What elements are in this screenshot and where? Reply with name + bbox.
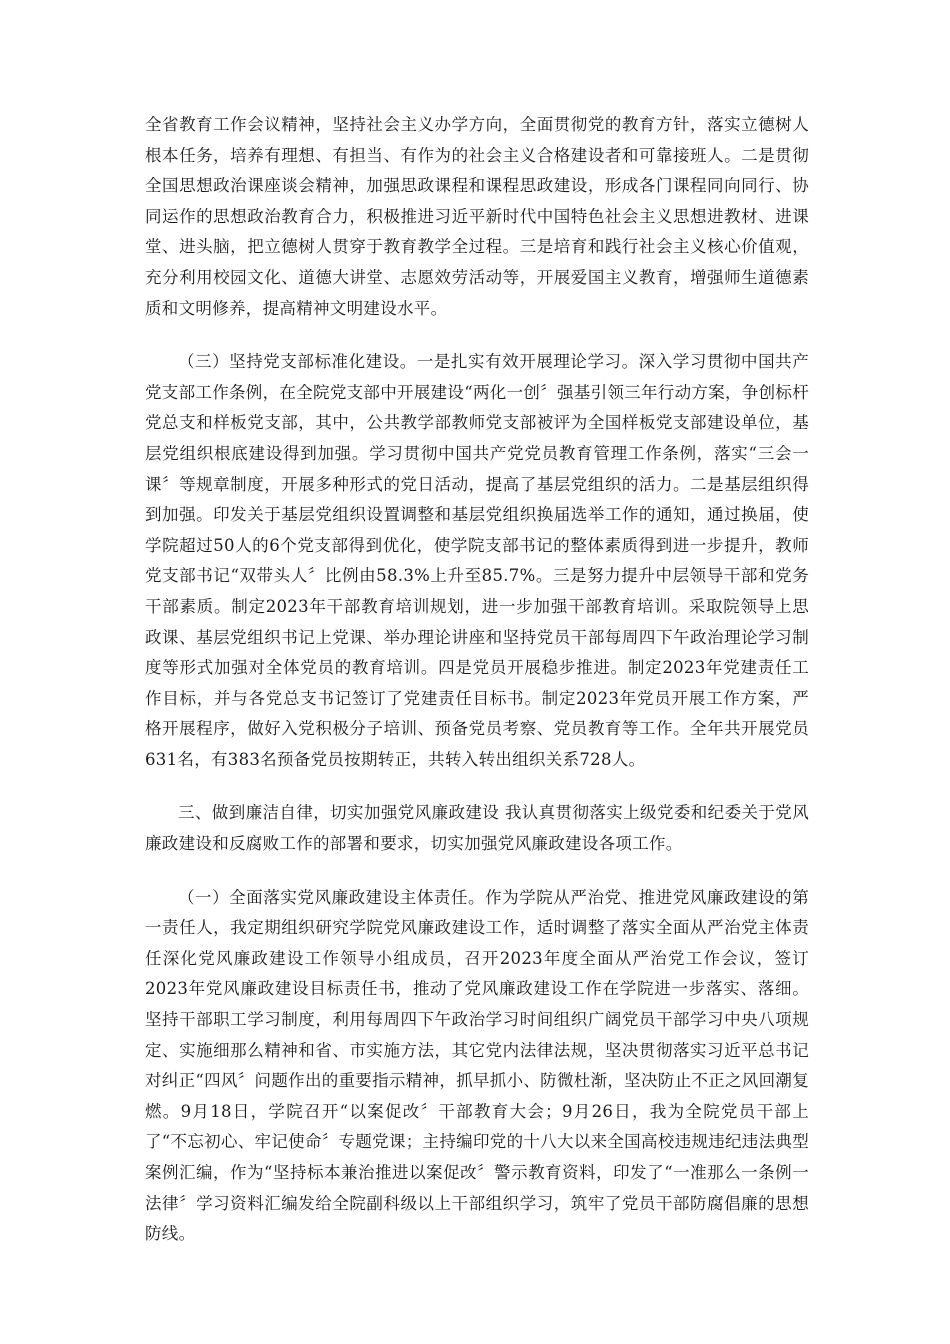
paragraph-integrity-section-heading: 三、做到廉洁自律，切实加强党风廉政建设 我认真贯彻落实上级党委和纪委关于党风廉政建设和反腐败工作的部署和要求，切实加强党风廉政建设各项工作。 <box>145 803 809 854</box>
paragraph-party-branch-standardization: （三）坚持党支部标准化建设。一是扎实有效开展理论学习。深入学习贯彻中国共产党支部工作条例，在全院党支部中开展建设“两化一创〞强基引领三年行动方案，争创标杆党总支和样板党支部，其中，公共教学部教师党支部被评为全国样板党支部建设单位，基层党组织根底建设得到加强。学习贯彻中国共产党党员教育管理工作条例，落实“三会一课〞等规章制度，开展多种形式的党日活动，提高了基层党组织的活力。二是基层组织得到加强。印发关于基层党组织设置调整和基层党组织换届选举工作的通知，通过换届，使学院超过50人的6个党支部得到优化，使学院支部书记的整体素质得到进一步提升，教师党支部书记“双带头人〞比例由58.3%上升至85.7%。三是努力提升中层领导干部和党务干部素质。制定2023年干部教育培训规划，进一步加强干部教育培训。采取院领导上思政课、基层党组织书记上党课、举办理论讲座和坚持党员干部每周四下午政治理论学习制度等形式加强对全体党员的教育培训。四是党员开展稳步推进。制定2023年党建责任工作目标，并与各党总支书记签订了党建责任目标书。制定2023年党员开展工作方案，严格开展程序，做好入党积极分子培训、预备党员考察、党员教育等工作。全年共开展党员631名，有383名预备党员按期转正，共转入转出组织关系728人。 <box>145 352 809 769</box>
paragraph-integrity-responsibility: （一）全面落实党风廉政建设主体责任。作为学院从严治党、推进党风廉政建设的第一责任人，我定期组织研究学院党风廉政建设工作，适时调整了落实全面从严治党主体责任深化党风廉政建设工作领导小组成员，召开2023年度全面从严治党工作会议，签订2023年党风廉政建设目标责任书，推动了党风廉政建设工作在学院进一步落实、落细。坚持干部职工学习制度，利用每周四下午政治学习时间组织广阔党员干部学习中央八项规定、实施细那么精神和省、市实施方法，其它党内法律法规，坚决贯彻落实习近平总书记对纠正“四风〞问题作出的重要指示精神，抓早抓小、防微杜渐，坚决防止不正之风回潮复燃。9月18日，学院召开“以案促改〞干部教育大会；9月26日，我为全院党员干部上了“不忘初心、牢记使命〞专题党课；主持编印党的十八大以来全国高校违规违纪违法典型案例汇编，作为“坚持标本兼治推进以案促改〞警示教育资料，印发了“一准那么一条例一法律〞学习资料汇编发给全院副科级以上干部组织学习，筑牢了党员干部防腐倡廉的思想防线。 <box>145 887 809 1244</box>
paragraph-education-policy: 全省教育工作会议精神，坚持社会主义办学方向，全面贯彻党的教育方针，落实立德树人根本任务，培养有理想、有担当、有作为的社会主义合格建设者和可靠接班人。二是贯彻全国思想政治课座谈会精神，加强思政课程和课程思政建设，形成各门课程同向同行、协同运作的思想政治教育合力，积极推进习近平新时代中国特色社会主义思想进教材、进课堂、进头脑，把立德树人贯穿于教育教学全过程。三是培育和践行社会主义核心价值观，充分利用校园文化、道德大讲堂、志愿效劳活动等，开展爱国主义教育，增强师生道德素质和文明修养，提高精神文明建设水平。 <box>145 115 809 318</box>
document-body <box>145 110 809 1273</box>
